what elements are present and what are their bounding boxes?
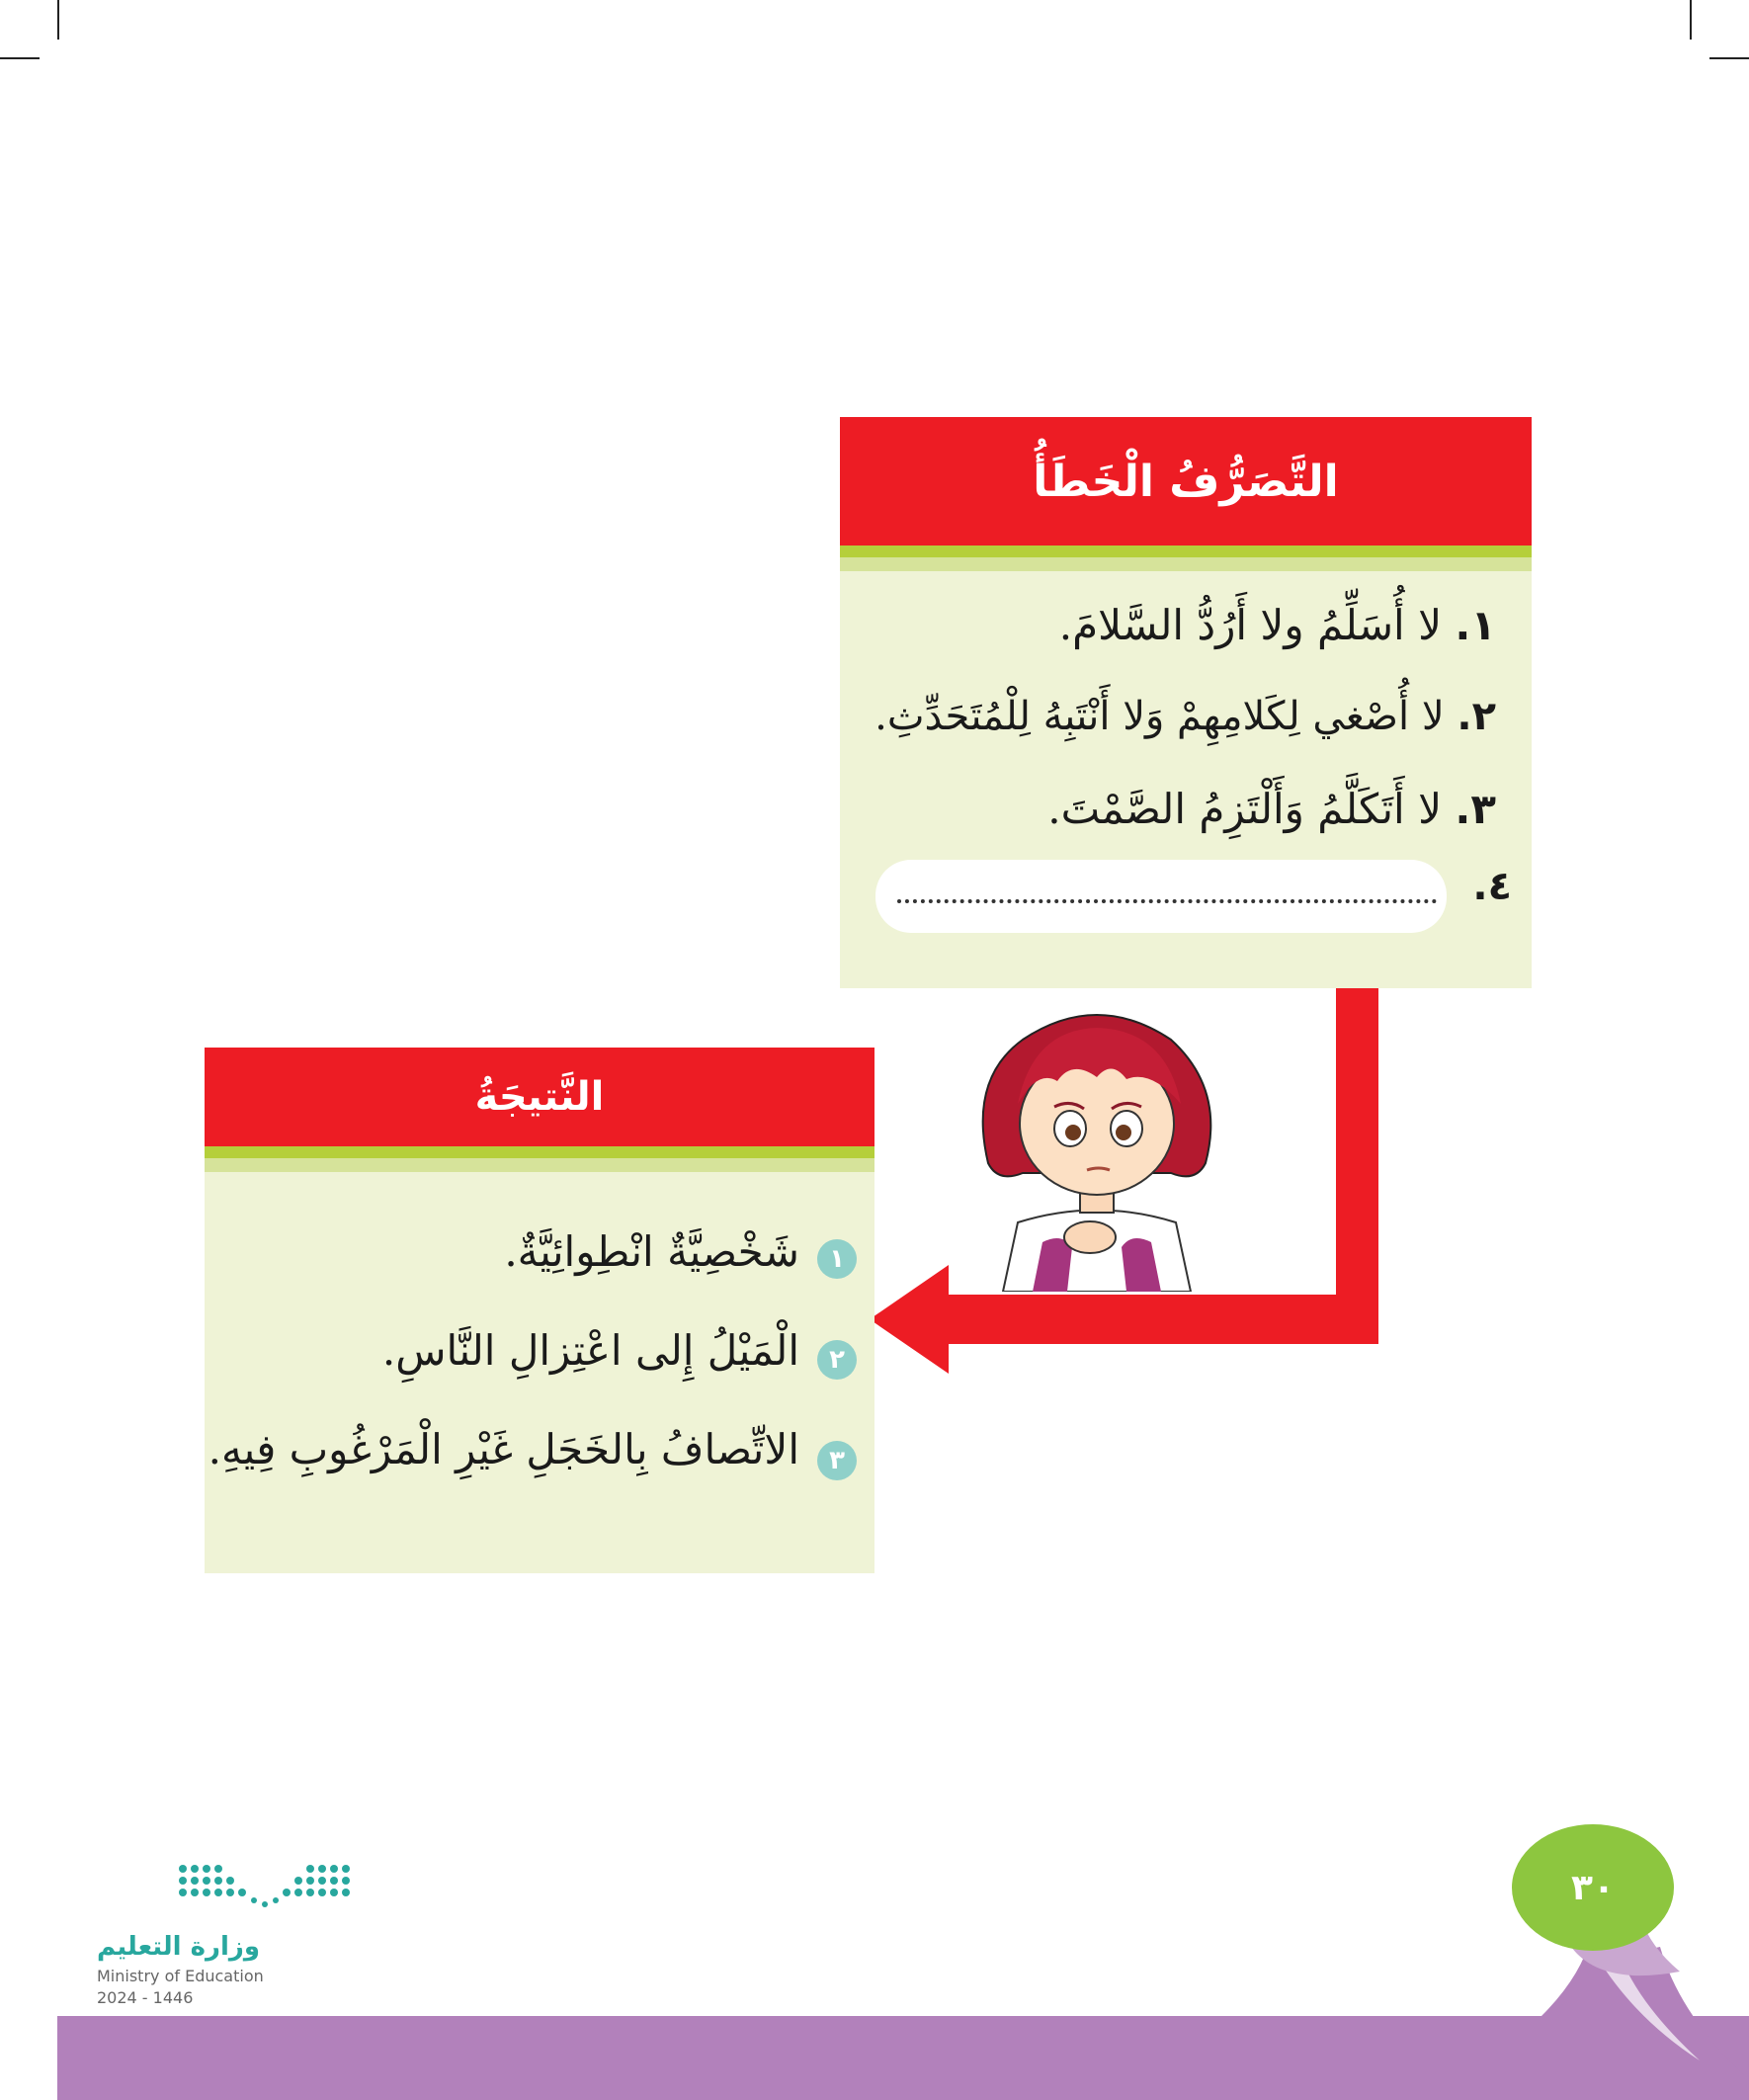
crop-mark [1690, 0, 1692, 40]
ministry-name-ar: وزارة التعليم [97, 1932, 260, 1962]
item-number: ٢. [1457, 694, 1496, 739]
list-item [874, 694, 1496, 739]
ministry-name-en: Ministry of Education [97, 1967, 264, 1985]
answer-dotted-line [897, 899, 1437, 903]
header-stripe [205, 1146, 874, 1158]
list-item [1047, 785, 1496, 833]
result-card [205, 1048, 874, 1573]
wrong-behavior-card [840, 417, 1532, 988]
item-number-badge: ٢ [817, 1340, 857, 1380]
wrong-behavior-header [840, 417, 1532, 546]
list-item: الاتِّصافُ بِالخَجَلِ غَيْرِ الْمَرْغُوبِ فِيهِ. [208, 1425, 799, 1473]
wrong-behavior-title: التَّصَرُّفُ الْخَطَأُ [1033, 456, 1339, 507]
ministry-year: 2024 - 1446 [97, 1988, 194, 2007]
list-item: شَخْصِيَّةٌ انْطِوائِيَّةٌ. [504, 1227, 799, 1276]
answer-field[interactable] [875, 860, 1447, 933]
header-stripe [840, 546, 1532, 557]
crop-mark [57, 0, 59, 40]
item-number-badge: ١ [817, 1239, 857, 1279]
item-number-badge: ٣ [817, 1441, 857, 1480]
list-item: الْمَيْلُ إِلى اعْتِزالِ النَّاسِ. [381, 1326, 799, 1375]
page-number-text: ٣٠ [1571, 1867, 1615, 1908]
result-header [205, 1048, 874, 1146]
item-text: لا أُسَلِّمُ ولا أَرُدُّ السَّلامَ. [1058, 601, 1443, 649]
item-number: ٣. [1455, 785, 1496, 833]
footer-band [0, 1917, 1749, 2100]
girl-illustration [963, 1000, 1230, 1292]
item-text: لا أَتَكَلَّمُ وَأَلْتَزِمُ الصَّمْتَ. [1047, 785, 1443, 833]
header-stripe-light [205, 1158, 874, 1172]
item-number: ١. [1455, 601, 1496, 649]
crop-mark [0, 57, 40, 59]
item-number: ٤. [1472, 864, 1512, 909]
result-title: النَّتيجَةُ [474, 1074, 605, 1120]
ministry-logo-icon [178, 1863, 351, 1910]
crop-mark [1709, 57, 1749, 59]
list-item [1472, 864, 1512, 909]
page-number [1512, 1824, 1674, 1951]
header-stripe-light [840, 557, 1532, 571]
item-text: لا أُصْغي لِكَلامِهِمْ وَلا أَنْتَبِهُ لِلْمُتَحَدِّثِ. [874, 694, 1445, 739]
list-item [1059, 601, 1496, 649]
